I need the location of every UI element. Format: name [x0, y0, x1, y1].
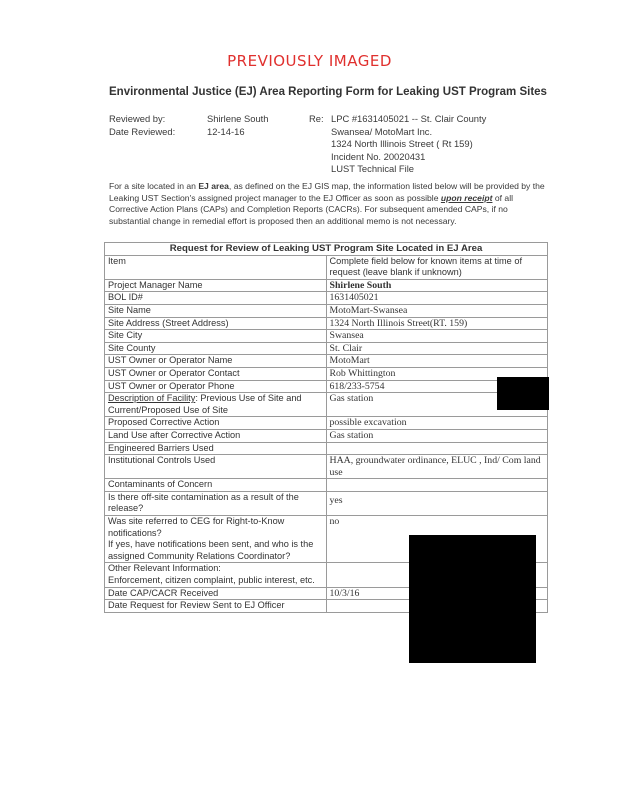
ceg-label: [105, 516, 327, 563]
re-label: Re:: [309, 113, 324, 124]
sent-label: Date Request for Review Sent to EJ Officer: [105, 600, 327, 613]
row-value: MotoMart: [326, 355, 548, 368]
row-value: [326, 442, 548, 455]
row-value: MotoMart-Swansea: [326, 304, 548, 317]
other-info-detail: Enforcement, citizen complaint, public interest, etc.: [108, 575, 315, 586]
date-reviewed-value: 12-14-16: [207, 125, 245, 137]
col-instruction-header: Complete field below for known items at time of request (leave blank if unknown): [326, 255, 548, 279]
intro-text-1: For a site located in an: [109, 181, 199, 191]
row-label: UST Owner or Operator Contact: [105, 367, 327, 380]
row-value: 618/233-5754: [326, 380, 548, 393]
row-label: Institutional Controls Used: [105, 455, 327, 479]
table-row: [105, 417, 548, 430]
table-row: [105, 429, 548, 442]
previously-imaged-stamp: PREVIOUSLY IMAGED: [227, 52, 392, 70]
row-value: St. Clair: [326, 342, 548, 355]
table-row: [105, 380, 548, 393]
row-value: Gas station: [326, 429, 548, 442]
row-value: 1324 North Illinois Street(RT. 159): [326, 317, 548, 330]
intro-text-3: of all Corrective Action Plans (CAPs) and Completion Reports (CACRs). For subsequent amended CAPs, if no substantial change in remedial effort is proposed then an additional memo is not necessary.: [109, 192, 514, 226]
row-label: UST Owner or Operator Name: [105, 355, 327, 368]
review-info: [109, 113, 269, 138]
reviewed-by-value: Shirlene South: [207, 113, 269, 124]
table-header-row: [105, 243, 548, 256]
col-item-header: Item: [105, 255, 327, 279]
row-value: Rob Whittington: [326, 367, 548, 380]
re-line-lpc: LPC #1631405021 -- St. Clair County: [331, 113, 487, 124]
ceg-value: no: [326, 516, 548, 563]
facility-label: [105, 393, 327, 417]
pm-label: Project Manager Name: [105, 279, 327, 292]
re-line-site: Swansea/ MotoMart Inc.: [331, 125, 433, 137]
other-info-label: [105, 563, 327, 587]
table-row: [105, 342, 548, 355]
re-block: [331, 113, 486, 176]
row-label: Site City: [105, 330, 327, 343]
cap-label: Date CAP/CACR Received: [105, 587, 327, 600]
table-row: [105, 279, 548, 292]
table-row: [105, 455, 548, 479]
row-value: [326, 479, 548, 492]
row-label: Engineered Barriers Used: [105, 442, 327, 455]
table-row: [105, 317, 548, 330]
reviewed-by-label: Reviewed by:: [109, 113, 166, 124]
date-reviewed-label: Date Reviewed:: [109, 125, 176, 137]
table-header: Request for Review of Leaking UST Program Site Located in EJ Area: [105, 243, 548, 256]
facility-label-underlined: Description of Facility: [108, 393, 196, 404]
row-label: UST Owner or Operator Phone: [105, 380, 327, 393]
row-label: Site Address (Street Address): [105, 317, 327, 330]
intro-text-2: , as defined on the EJ GIS map, the information listed below will be provided by the Leaking UST Section's assigned project manager to the EJ Officer as soon as possible: [109, 181, 545, 203]
table-row: [105, 442, 548, 455]
table-row: [105, 330, 548, 343]
form-title: Environmental Justice (EJ) Area Reporting Form for Leaking UST Program Sites: [109, 86, 547, 98]
row-label: Contaminants of Concern: [105, 479, 327, 492]
row-label: Proposed Corrective Action: [105, 417, 327, 430]
row-label: Land Use after Corrective Action: [105, 429, 327, 442]
other-info-heading: Other Relevant Information:: [108, 563, 221, 574]
table-row: [105, 491, 548, 515]
table-row: [105, 255, 548, 279]
table-row: [105, 479, 548, 492]
row-value: possible excavation: [326, 417, 548, 430]
table-row: [105, 355, 548, 368]
row-label: BOL ID#: [105, 292, 327, 305]
ceg-followup: If yes, have notifications been sent, and who is the assigned Community Relations Coordinator?: [108, 539, 314, 561]
redaction-box: [409, 535, 536, 663]
table-row: [105, 393, 548, 417]
cap-value: 10/3/16: [326, 587, 548, 600]
facility-label-rest: : Previous Use of Site and Current/Proposed Use of Site: [108, 393, 302, 415]
re-line-file: LUST Technical File: [331, 163, 415, 174]
intro-upon-receipt: upon receipt: [440, 192, 493, 203]
offsite-label: Is there off-site contamination as a result of the release?: [105, 491, 327, 515]
row-label: Site Name: [105, 304, 327, 317]
ceg-question: Was site referred to CEG for Right-to-Know notifications?: [108, 516, 285, 538]
pm-value: Shirlene South: [326, 279, 548, 292]
intro-paragraph: [109, 181, 549, 227]
re-line-address: 1324 North Illinois Street ( Rt 159): [331, 138, 473, 149]
table-row: [105, 367, 548, 380]
table-row: [105, 304, 548, 317]
row-value: Swansea: [326, 330, 548, 343]
row-label: Site County: [105, 342, 327, 355]
intro-ej-area: EJ area: [198, 181, 229, 191]
table-row: [105, 292, 548, 305]
re-line-incident: Incident No. 20020431: [331, 150, 426, 162]
facility-value: Gas station: [326, 393, 548, 417]
offsite-value: yes: [326, 491, 548, 515]
redaction-box: [497, 377, 549, 410]
row-value: HAA, groundwater ordinance, ELUC , Ind/ Com land use: [326, 455, 548, 479]
row-value: 1631405021: [326, 292, 548, 305]
